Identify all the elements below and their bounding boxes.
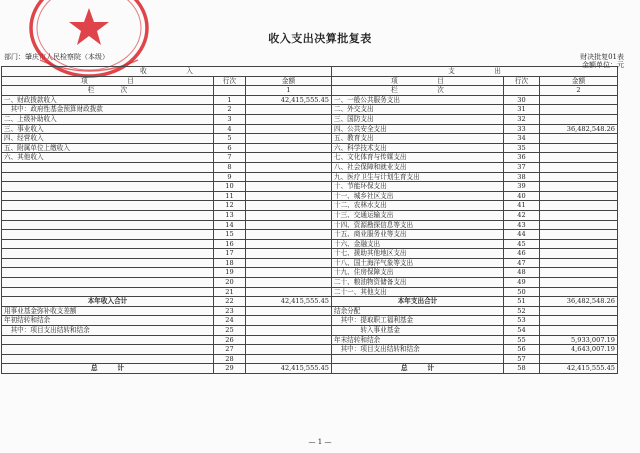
income-item: [2, 201, 214, 211]
expense-amount: [540, 326, 618, 336]
income-item: [2, 354, 214, 364]
expense-item: 其中：项目支出结转和结余: [332, 345, 504, 355]
expense-group-header: 支 出: [332, 67, 618, 77]
expense-line: 35: [504, 143, 540, 153]
income-item: [2, 239, 214, 249]
expense-line: 46: [504, 249, 540, 259]
table-row: [2, 201, 618, 211]
income-item: 本年收入合计: [2, 297, 214, 307]
expense-amount: [540, 114, 618, 124]
expense-amount: [540, 239, 618, 249]
income-item: [2, 268, 214, 278]
expense-line: 52: [504, 306, 540, 316]
expense-amount: [540, 153, 618, 163]
income-amount: [246, 105, 332, 115]
income-line: 9: [214, 172, 246, 182]
income-amount: [246, 114, 332, 124]
expense-amount: [540, 316, 618, 326]
expense-item: 总 计: [332, 364, 504, 374]
expense-line: 30: [504, 95, 540, 105]
expense-amount: 4,643,007.19: [540, 345, 618, 355]
expense-col-number: 2: [540, 86, 618, 96]
table-row: [2, 153, 618, 163]
expense-item: 七、文化体育与传媒支出: [332, 153, 504, 163]
expense-amount: [540, 182, 618, 192]
income-line: 23: [214, 306, 246, 316]
table-row: [2, 191, 618, 201]
expense-item: 五、教育支出: [332, 134, 504, 144]
income-line: 19: [214, 268, 246, 278]
expense-amount-header: 金额: [540, 76, 618, 86]
income-line: 14: [214, 220, 246, 230]
expense-line: 31: [504, 105, 540, 115]
income-amount: 42,415,555.45: [246, 95, 332, 105]
income-item: [2, 287, 214, 297]
income-amount: [246, 143, 332, 153]
income-line: 29: [214, 364, 246, 374]
expense-item: 本年支出合计: [332, 297, 504, 307]
expense-amount: [540, 95, 618, 105]
expense-item: 结余分配: [332, 306, 504, 316]
expense-line: 55: [504, 335, 540, 345]
table-row: [2, 95, 618, 105]
income-line: 21: [214, 287, 246, 297]
expense-amount: [540, 143, 618, 153]
income-col-number: 1: [246, 86, 332, 96]
header-row: [2, 67, 618, 77]
income-item: [2, 220, 214, 230]
income-amount: [246, 191, 332, 201]
expense-item: [332, 354, 504, 364]
expense-amount: [540, 105, 618, 115]
income-line: 20: [214, 278, 246, 288]
income-item: [2, 278, 214, 288]
income-line-blank: [214, 86, 246, 96]
expense-item: 一、一般公共服务支出: [332, 95, 504, 105]
expense-line: 33: [504, 124, 540, 134]
budget-table: [1, 66, 618, 374]
income-item: [2, 191, 214, 201]
table-row: [2, 182, 618, 192]
expense-amount: [540, 210, 618, 220]
table-row: [2, 278, 618, 288]
income-line-header: 行次: [214, 76, 246, 86]
income-item: [2, 345, 214, 355]
expense-item: 二十一、其他支出: [332, 287, 504, 297]
income-line: 4: [214, 124, 246, 134]
income-amount: [246, 172, 332, 182]
expense-item: 十四、资源勘探信息等支出: [332, 220, 504, 230]
income-amount: [246, 220, 332, 230]
expense-amount: [540, 268, 618, 278]
expense-item: 十六、金融支出: [332, 239, 504, 249]
expense-amount: [540, 258, 618, 268]
expense-line: 53: [504, 316, 540, 326]
expense-amount: [540, 220, 618, 230]
table-row: [2, 210, 618, 220]
expense-amount: 5,933,007.19: [540, 335, 618, 345]
income-line: 27: [214, 345, 246, 355]
table-row: [2, 230, 618, 240]
income-line: 24: [214, 316, 246, 326]
income-amount-header: 金额: [246, 76, 332, 86]
income-line: 3: [214, 114, 246, 124]
table-row: [2, 249, 618, 259]
income-line: 13: [214, 210, 246, 220]
table-row: [2, 143, 618, 153]
expense-item: 四、公共安全支出: [332, 124, 504, 134]
income-group-header: 收 入: [2, 67, 332, 77]
income-amount: [246, 162, 332, 172]
expense-amount: 42,415,555.45: [540, 364, 618, 374]
expense-amount: 36,482,548.26: [540, 124, 618, 134]
income-item: 一、财政拨款收入: [2, 95, 214, 105]
income-line: 6: [214, 143, 246, 153]
income-item: [2, 210, 214, 220]
income-item: [2, 172, 214, 182]
table-row: [2, 364, 618, 374]
income-item: 五、附属单位上缴收入: [2, 143, 214, 153]
income-item: 年初结转和结余: [2, 316, 214, 326]
table-row: [2, 316, 618, 326]
income-item: 其中：项目支出结转和结余: [2, 326, 214, 336]
table-row: [2, 326, 618, 336]
expense-item: 十九、住房保障支出: [332, 268, 504, 278]
expense-item: 其中：提取职工福利基金: [332, 316, 504, 326]
table-row: [2, 220, 618, 230]
expense-amount: [540, 201, 618, 211]
table-row: [2, 105, 618, 115]
expense-line-blank: [504, 86, 540, 96]
expense-item: 六、科学技术支出: [332, 143, 504, 153]
expense-item: 十七、援助其他地区支出: [332, 249, 504, 259]
table-row: [2, 345, 618, 355]
expense-line: 50: [504, 287, 540, 297]
table-row: [2, 287, 618, 297]
expense-line: 48: [504, 268, 540, 278]
expense-item: 九、医疗卫生与计划生育支出: [332, 172, 504, 182]
header-row: [2, 86, 618, 96]
expense-item: 八、社会保障和就业支出: [332, 162, 504, 172]
table-row: [2, 268, 618, 278]
form-number: 财决批复01表: [580, 53, 624, 61]
income-amount: [246, 249, 332, 259]
expense-item: 十三、交通运输支出: [332, 210, 504, 220]
table-row: [2, 114, 618, 124]
table-row: [2, 258, 618, 268]
income-line: 22: [214, 297, 246, 307]
income-amount: [246, 201, 332, 211]
expense-amount: [540, 134, 618, 144]
page-footer: — 1 —: [308, 438, 332, 446]
income-line: 26: [214, 335, 246, 345]
expense-item: 二、外交支出: [332, 105, 504, 115]
expense-line-index: 栏 次: [332, 86, 504, 96]
expense-line: 40: [504, 191, 540, 201]
income-item: 用事业基金弥补收支差额: [2, 306, 214, 316]
expense-amount: [540, 249, 618, 259]
unit-label: 部门：肇庆市人民检察院（本级）: [4, 53, 109, 61]
expense-line: 43: [504, 220, 540, 230]
income-line: 10: [214, 182, 246, 192]
income-item: [2, 230, 214, 240]
income-line: 25: [214, 326, 246, 336]
income-item: [2, 335, 214, 345]
table-row: [2, 134, 618, 144]
income-item: 三、事业收入: [2, 124, 214, 134]
expense-line-header: 行次: [504, 76, 540, 86]
expense-line: 58: [504, 364, 540, 374]
expense-line: 56: [504, 345, 540, 355]
income-line: 5: [214, 134, 246, 144]
income-line: 11: [214, 191, 246, 201]
table-row: [2, 297, 618, 307]
income-line: 15: [214, 230, 246, 240]
expense-item: 三、国防支出: [332, 114, 504, 124]
income-amount: [246, 306, 332, 316]
expense-item: 年末结转和结余: [332, 335, 504, 345]
income-item: 二、上级补助收入: [2, 114, 214, 124]
expense-item: 十一、城乡社区支出: [332, 191, 504, 201]
amount-unit: 金额单位：元: [582, 61, 624, 69]
expense-line: 51: [504, 297, 540, 307]
expense-item: 二十、粮油物资储备支出: [332, 278, 504, 288]
income-item: [2, 162, 214, 172]
expense-item: 十八、国土海洋气象等支出: [332, 258, 504, 268]
expense-amount: 36,482,548.26: [540, 297, 618, 307]
expense-amount: [540, 354, 618, 364]
expense-line: 34: [504, 134, 540, 144]
expense-item: 十、节能环保支出: [332, 182, 504, 192]
income-amount: [246, 153, 332, 163]
income-line: 7: [214, 153, 246, 163]
expense-amount: [540, 172, 618, 182]
income-amount: [246, 239, 332, 249]
income-item-header: 项 目: [2, 76, 214, 86]
income-amount: [246, 326, 332, 336]
header-row: [2, 76, 618, 86]
table-row: [2, 162, 618, 172]
table-row: [2, 335, 618, 345]
income-amount: 42,415,555.45: [246, 364, 332, 374]
expense-line: 54: [504, 326, 540, 336]
income-amount: [246, 124, 332, 134]
income-item: 总 计: [2, 364, 214, 374]
table-row: [2, 172, 618, 182]
table-body: [2, 67, 618, 374]
table-row: [2, 306, 618, 316]
income-amount: [246, 354, 332, 364]
income-amount: [246, 335, 332, 345]
expense-amount: [540, 191, 618, 201]
expense-line: 44: [504, 230, 540, 240]
income-item: 其中：政府性基金预算财政拨款: [2, 105, 214, 115]
expense-amount: [540, 162, 618, 172]
income-amount: [246, 316, 332, 326]
expense-line: 41: [504, 201, 540, 211]
expense-item: 十五、商业服务业等支出: [332, 230, 504, 240]
income-amount: [246, 210, 332, 220]
expense-amount: [540, 278, 618, 288]
expense-line: 38: [504, 172, 540, 182]
income-line: 17: [214, 249, 246, 259]
expense-amount: [540, 230, 618, 240]
expense-line: 37: [504, 162, 540, 172]
income-amount: [246, 134, 332, 144]
income-line-index: 栏 次: [2, 86, 214, 96]
income-item: 四、经营收入: [2, 134, 214, 144]
income-line: 1: [214, 95, 246, 105]
income-line: 18: [214, 258, 246, 268]
expense-amount: [540, 287, 618, 297]
expense-item-header: 项 目: [332, 76, 504, 86]
expense-line: 49: [504, 278, 540, 288]
income-amount: 42,415,555.45: [246, 297, 332, 307]
expense-line: 36: [504, 153, 540, 163]
table-row: [2, 239, 618, 249]
expense-amount: [540, 306, 618, 316]
expense-item: 十二、农林水支出: [332, 201, 504, 211]
income-line: 2: [214, 105, 246, 115]
income-amount: [246, 258, 332, 268]
expense-line: 45: [504, 239, 540, 249]
income-line: 28: [214, 354, 246, 364]
page-title: 收入支出决算批复表: [268, 32, 372, 45]
table-row: [2, 124, 618, 134]
income-amount: [246, 268, 332, 278]
income-line: 16: [214, 239, 246, 249]
income-item: [2, 249, 214, 259]
income-line: 12: [214, 201, 246, 211]
income-amount: [246, 182, 332, 192]
income-amount: [246, 345, 332, 355]
expense-line: 39: [504, 182, 540, 192]
expense-line: 42: [504, 210, 540, 220]
expense-line: 32: [504, 114, 540, 124]
income-line: 8: [214, 162, 246, 172]
income-amount: [246, 287, 332, 297]
expense-line: 47: [504, 258, 540, 268]
expense-line: 57: [504, 354, 540, 364]
income-item: [2, 258, 214, 268]
income-amount: [246, 230, 332, 240]
income-item: 六、其他收入: [2, 153, 214, 163]
table-row: [2, 354, 618, 364]
income-item: [2, 182, 214, 192]
expense-item: 转入事业基金: [332, 326, 504, 336]
income-amount: [246, 278, 332, 288]
